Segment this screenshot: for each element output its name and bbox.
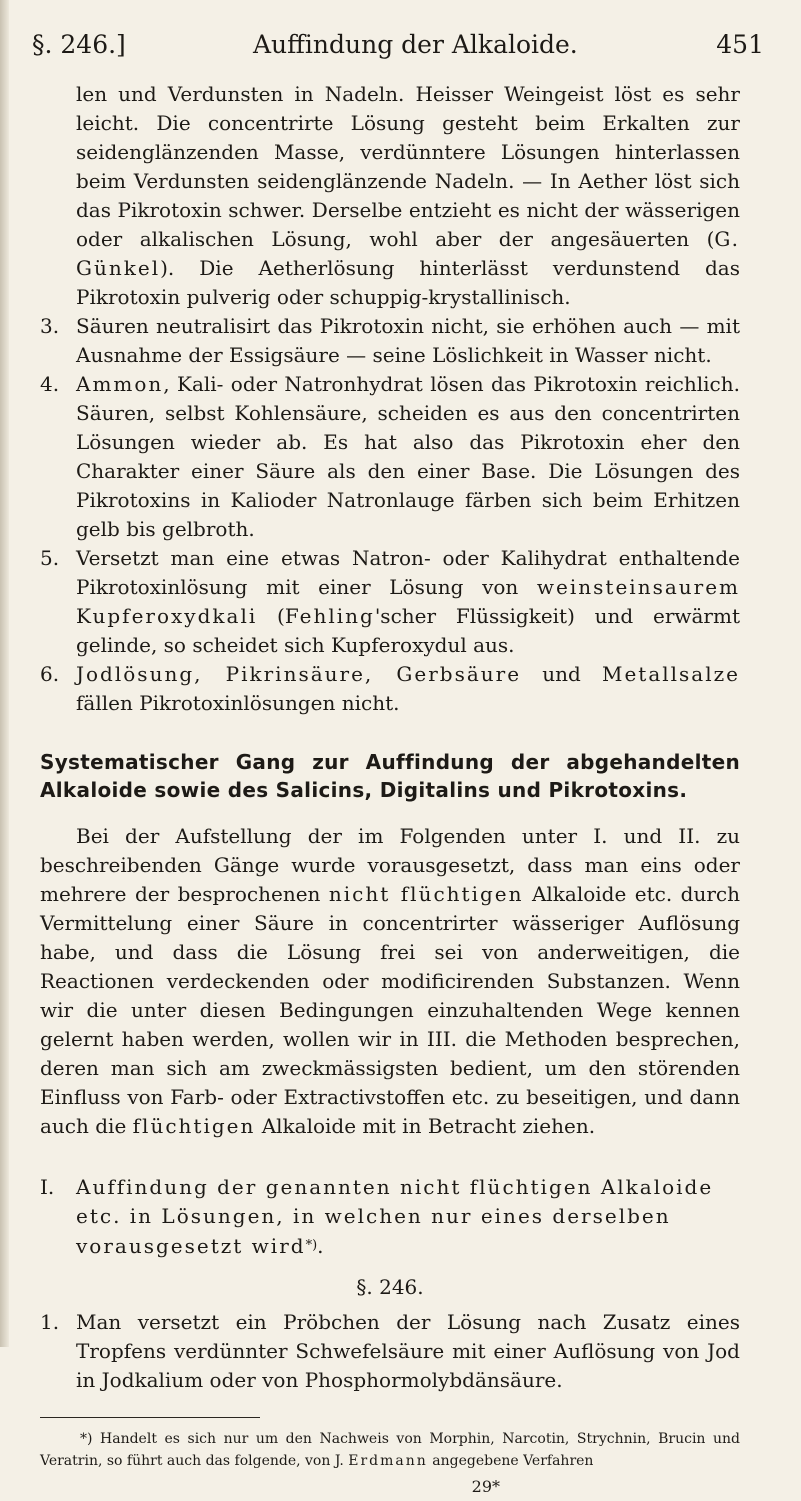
- list-item-1: 1. Man versetzt ein Pröbchen der Lösung nach Zusatz eines Tropfens verdünnter Schwefelsäure mit einer Auflösung von Jod in Jodkalium oder von Phosphormolybdänsäure.: [40, 1310, 740, 1392]
- section-heading: Systematischer Gang zur Auffindung der abgehandelten Alkaloide sowie des Salicins, Digitalins und Pikrotoxins.: [40, 750, 740, 802]
- footnote: *) Handelt es sich nur um den Nachweis von Morphin, Narcotin, Strychnin, Brucin und Veratrin, so führt auch das folgende, von J. Erdmann angegebene Verfahren: [40, 1431, 740, 1469]
- page-binding-edge: [0, 0, 9, 1347]
- list-item-3: 3. Säuren neutralisirt das Pikrotoxin nicht, sie erhöhen auch — mit Ausnahme der Essigsäure — seine Löslichkeit in Wasser nicht.: [40, 314, 740, 367]
- list-item-5: 5. Versetzt man eine etwas Natron- oder Kalihydrat enthaltende Pikrotoxinlösung mit einer Lösung von weinsteinsaurem Kupferoxydkali (Fehling'scher Flüssigkeit) und erwärmt gelinde, so scheidet sich Kupferoxydul aus.: [40, 546, 740, 657]
- page-number: 451: [716, 30, 764, 59]
- paragraph-sign: §. 246.: [356, 1275, 424, 1299]
- subsection-heading-I: I. Auffindung der genannten nicht flüchtigen Alkaloide etc. in Lösungen, in welchen nur eines derselben vorausgesetzt wird*).: [40, 1175, 714, 1258]
- list-item-6: 6. Jodlösung, Pikrinsäure, Gerbsäure und Metallsalze fällen Pikrotoxinlösungen nicht.: [40, 662, 740, 715]
- footnote-divider: [40, 1417, 260, 1418]
- footnote-reference: *): [305, 1238, 318, 1253]
- author-name: G. Günkel: [76, 227, 740, 280]
- signature-mark: 29*: [471, 1477, 500, 1496]
- page-body: [40, 80, 740, 1501]
- intro-paragraph: Bei der Aufstellung der im Folgenden unter I. und II. zu beschreibenden Gänge wurde vorausgesetzt, dass man eins oder mehrere der besprochenen nicht flüchtigen Alkaloide etc. durch Vermittelung einer Säure in concentrirter wässeriger Auflösung habe, und dass die Lösung frei sei von anderweitigen, die Reactionen verdeckenden oder modificirenden Substanzen. Wenn wir die unter diesen Bedingungen einzuhaltenden Wege kennen gelernt haben werden, wollen wir in III. die Methoden besprechen, deren man sich am zweckmässigsten bedient, um den störenden Einfluss von Farb- oder Extractivstoffen etc. zu beseitigen, und dann auch die flüchtigen Alkaloide mit in Betracht ziehen.: [40, 824, 740, 1138]
- list-item-4: 4. Ammon, Kali- oder Natronhydrat lösen das Pikrotoxin reichlich. Säuren, selbst Kohlensäure, scheiden es aus den concentrirten Lösungen wieder ab. Es hat also das Pikrotoxin eher den Charakter einer Säure als den einer Base. Die Lösungen des Pikrotoxins in Kalioder Natronlauge färben sich beim Erhitzen gelb bis gelbroth.: [40, 372, 740, 541]
- running-header: [32, 30, 764, 70]
- section-reference: §. 246.]: [32, 30, 126, 59]
- running-title: Auffindung der Alkaloide.: [253, 30, 578, 59]
- continuation-paragraph: len und Verdunsten in Nadeln. Heisser Weingeist löst es sehr leicht. Die concentrirte Lösung gesteht beim Erkalten zur seidenglänzenden Masse, verdünntere Lösungen hinterlassen beim Verdunsten seidenglänzende Nadeln. — In Aether löst sich das Pikrotoxin schwer. Derselbe entzieht es nicht der wässerigen oder alkalischen Lösung, wohl aber der angesäuerten (G. Günkel). Die Aetherlösung hinterlässt verdunstend das Pikrotoxin pulverig oder schuppig-krystallinisch.: [76, 82, 740, 309]
